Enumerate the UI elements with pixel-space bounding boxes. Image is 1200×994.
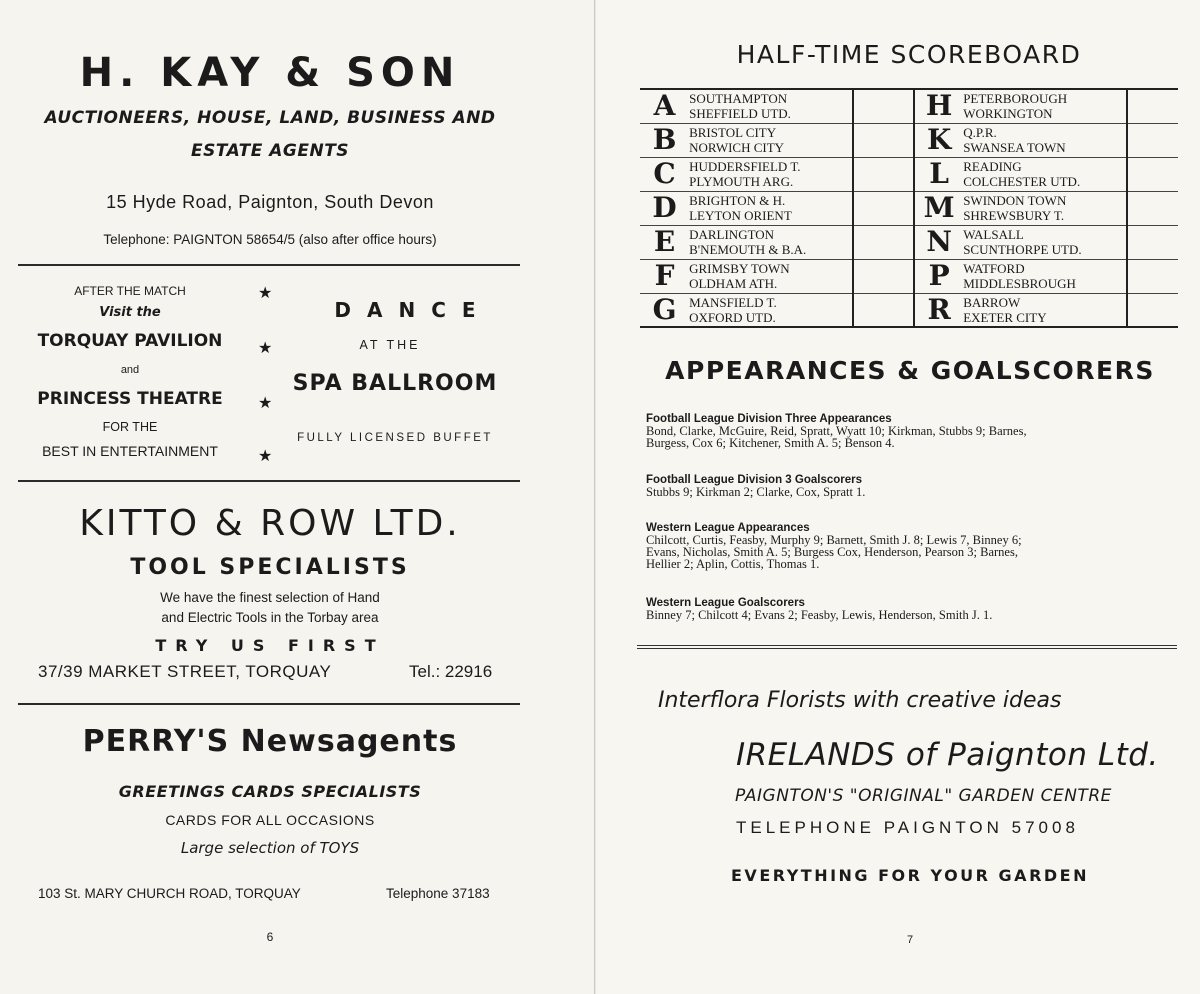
team-name: SWINDON TOWN (963, 193, 1067, 208)
team-name: READING (963, 159, 1022, 174)
scoreboard-letter (640, 89, 689, 123)
scoreboard-teams (689, 225, 853, 259)
scoreboard-row (640, 191, 1178, 225)
garden-centre: PAIGNTON'S "ORIGINAL" GARDEN CENTRE (735, 786, 1112, 806)
torquay-pavilion: TORQUAY PAVILION (37, 331, 223, 351)
team-name: BRISTOL CITY (689, 125, 777, 140)
letter-text: H (925, 89, 953, 123)
letter-text: B (652, 123, 677, 156)
and-text: and (120, 364, 140, 376)
team-name: OLDHAM ATH. (689, 276, 778, 291)
scoreboard-teams (689, 123, 853, 157)
scoreboard-letter (640, 157, 689, 191)
score-box (853, 293, 914, 327)
scoreboard-teams (963, 89, 1127, 123)
star-icon: ★ (258, 338, 273, 357)
everything-garden: EVERYTHING FOR YOUR GARDEN (731, 866, 1089, 885)
section-line: Burgess, Cox 6; Kitchener, Smith A. 5; Benson 4. (646, 436, 895, 450)
star-icon: ★ (258, 283, 273, 302)
team-name: HUDDERSFIELD T. (689, 159, 801, 174)
score-box (1127, 225, 1178, 259)
score-box (1127, 191, 1178, 225)
scoreboard-teams (689, 293, 853, 327)
scoreboard-teams (689, 157, 853, 191)
letter-text: A (653, 89, 676, 123)
team-name: LEYTON ORIENT (689, 208, 792, 223)
team-name: B'NEMOUTH & B.A. (689, 242, 807, 257)
score-box (853, 259, 914, 293)
kitto-address: 37/39 MARKET STREET, TORQUAY (38, 662, 332, 681)
irelands-telephone: TELEPHONE PAIGNTON 57008 (736, 818, 1079, 837)
letter-text: M (923, 191, 955, 224)
letter-text: C (653, 157, 676, 190)
visit-the: Visit the (99, 305, 161, 320)
after-match: AFTER THE MATCH (74, 284, 186, 298)
team-name: Q.P.R. (963, 125, 997, 140)
section-line: Binney 7; Chilcott 4; Evans 2; Feasby, Lewis, Henderson, Smith J. 1. (646, 608, 993, 622)
princess-theatre: PRINCESS THEATRE (37, 389, 223, 409)
scoreboard-letter (914, 123, 963, 157)
team-name: EXETER CITY (963, 309, 1047, 325)
perry-telephone: Telephone 37183 (386, 886, 490, 901)
perry-title: PERRY'S Newsagents (82, 724, 458, 759)
section-heading: Western League Appearances (646, 522, 810, 534)
scoreboard-letter (914, 225, 963, 259)
divider (18, 703, 520, 705)
letter-text: R (927, 292, 951, 326)
team-name: BRIGHTON & H. (689, 193, 786, 208)
score-box (853, 89, 914, 123)
letter-text: E (653, 225, 676, 258)
section-wl-goalscorers (646, 597, 1176, 621)
letter-text: F (654, 259, 675, 292)
scoreboard-row (640, 123, 1178, 157)
licensed-buffet: FULLY LICENSED BUFFET (297, 432, 493, 444)
letter-text: G (652, 292, 677, 326)
scoreboard-teams (963, 225, 1127, 259)
team-name: COLCHESTER UTD. (963, 174, 1081, 189)
section-d3-goalscorers (646, 474, 1176, 498)
team-name: SOUTHAMPTON (689, 91, 788, 107)
section-line: Bond, Clarke, McGuire, Reid, Spratt, Wyatt 10; Kirkman, Stubbs 9; Barnes, (646, 424, 1027, 438)
team-name: NORWICH CITY (689, 140, 785, 155)
scoreboard-letter (914, 293, 963, 327)
team-name: SCUNTHORPE UTD. (963, 242, 1082, 257)
letter-text: N (926, 225, 952, 258)
scoreboard-table (640, 88, 1178, 328)
scoreboard-teams (963, 259, 1127, 293)
scoreboard-letter (640, 259, 689, 293)
team-name: MANSFIELD T. (689, 294, 777, 310)
scoreboard-row (640, 89, 1178, 123)
page-number: 6 (266, 930, 274, 944)
score-box (853, 191, 914, 225)
section-wl-appearances (646, 522, 1176, 570)
section-line: Chilcott, Curtis, Feasby, Murphy 9; Barnett, Smith J. 8; Lewis 7, Binney 6; (646, 533, 1022, 547)
scoreboard-letter (914, 191, 963, 225)
for-the: FOR THE (102, 420, 158, 434)
divider (18, 264, 520, 266)
scoreboard-teams (689, 89, 853, 123)
scoreboard-teams (963, 191, 1127, 225)
kay-address: 15 Hyde Road, Paignton, South Devon (106, 192, 434, 212)
section-heading: Western League Goalscorers (646, 597, 805, 609)
score-box (853, 157, 914, 191)
score-box (1127, 157, 1178, 191)
score-box (1127, 123, 1178, 157)
section-line: Evans, Nicholas, Smith A. 5; Burgess Cox, Henderson, Pearson 3; Barnes, (646, 545, 1018, 559)
perry-cards: CARDS FOR ALL OCCASIONS (165, 812, 375, 828)
section-heading: Football League Division Three Appearances (646, 413, 892, 425)
appearances-title: APPEARANCES & GOALSCORERS (665, 356, 1155, 385)
kitto-subtitle: TOOL SPECIALISTS (130, 555, 410, 580)
divider (18, 480, 520, 482)
scoreboard-letter (914, 89, 963, 123)
team-name: BARROW (963, 294, 1021, 310)
section-line: Stubbs 9; Kirkman 2; Clarke, Cox, Spratt 1. (646, 485, 866, 499)
irelands-title: IRELANDS of Paignton Ltd. (736, 737, 1159, 773)
team-name: WALSALL (963, 227, 1024, 242)
letter-text: L (929, 157, 949, 190)
team-name: SHREWSBURY T. (963, 208, 1065, 223)
section-heading: Football League Division 3 Goalscorers (646, 474, 863, 486)
letter-text: K (926, 123, 952, 156)
letter-text: P (928, 259, 950, 292)
scoreboard-letter (640, 293, 689, 327)
perry-toys: Large selection of TOYS (180, 839, 360, 857)
scoreboard-teams (963, 293, 1127, 327)
scoreboard-teams (963, 157, 1127, 191)
team-name: OXFORD UTD. (689, 309, 776, 325)
kitto-try: TRY US FIRST (155, 636, 385, 655)
team-name: SWANSEA TOWN (963, 140, 1066, 155)
letter-text: D (652, 191, 677, 224)
kay-title: H. KAY & SON (79, 50, 461, 96)
scoreboard-row (640, 225, 1178, 259)
scoreboard-letter (640, 191, 689, 225)
interflora-text: Interflora Florists with creative ideas (658, 688, 1062, 713)
scoreboard-row (640, 293, 1178, 327)
team-name: WATFORD (963, 261, 1025, 276)
perry-address: 103 St. MARY CHURCH ROAD, TORQUAY (38, 886, 301, 901)
team-name: DARLINGTON (689, 227, 775, 242)
team-name: PETERBOROUGH (963, 91, 1068, 107)
score-box (853, 225, 914, 259)
score-box (1127, 259, 1178, 293)
kitto-desc1: We have the finest selection of Hand (160, 590, 380, 605)
star-icon: ★ (258, 393, 273, 412)
kitto-title: KITTO & ROW LTD. (79, 503, 461, 544)
team-name: PLYMOUTH ARG. (689, 174, 794, 189)
kay-line1: AUCTIONEERS, HOUSE, LAND, BUSINESS AND (44, 108, 496, 128)
score-box (853, 123, 914, 157)
dance-title: DANCE (334, 298, 492, 322)
team-name: MIDDLESBROUGH (963, 276, 1076, 291)
page-number: 7 (906, 934, 914, 946)
left-page (0, 0, 595, 994)
divider (637, 645, 1177, 649)
kay-line2: ESTATE AGENTS (190, 141, 350, 161)
best-entertainment: BEST IN ENTERTAINMENT (42, 443, 218, 459)
score-box (1127, 89, 1178, 123)
kitto-tel: Tel.: 22916 (409, 662, 493, 681)
scoreboard-row (640, 157, 1178, 191)
scoreboard-title: HALF-TIME SCOREBOARD (736, 40, 1082, 69)
at-the: AT THE (359, 338, 421, 352)
scoreboard-teams (689, 259, 853, 293)
section-d3-appearances (646, 413, 1176, 449)
scoreboard-teams (963, 123, 1127, 157)
kitto-desc2: and Electric Tools in the Torbay area (161, 610, 379, 625)
team-name: WORKINGTON (963, 106, 1053, 122)
team-name: SHEFFIELD UTD. (689, 106, 791, 122)
spa-ballroom: SPA BALLROOM (292, 371, 498, 396)
section-line: Hellier 2; Aplin, Cottis, Thomas 1. (646, 557, 820, 571)
scoreboard-letter (914, 259, 963, 293)
scoreboard-letter (640, 225, 689, 259)
kay-telephone: Telephone: PAIGNTON 58654/5 (also after office hours) (103, 232, 437, 247)
scoreboard-letter (914, 157, 963, 191)
star-icon: ★ (258, 446, 273, 465)
scoreboard-letter (640, 123, 689, 157)
team-name: GRIMSBY TOWN (689, 261, 790, 276)
scoreboard-row (640, 259, 1178, 293)
scoreboard-teams (689, 191, 853, 225)
perry-subtitle: GREETINGS CARDS SPECIALISTS (118, 782, 422, 801)
score-box (1127, 293, 1178, 327)
